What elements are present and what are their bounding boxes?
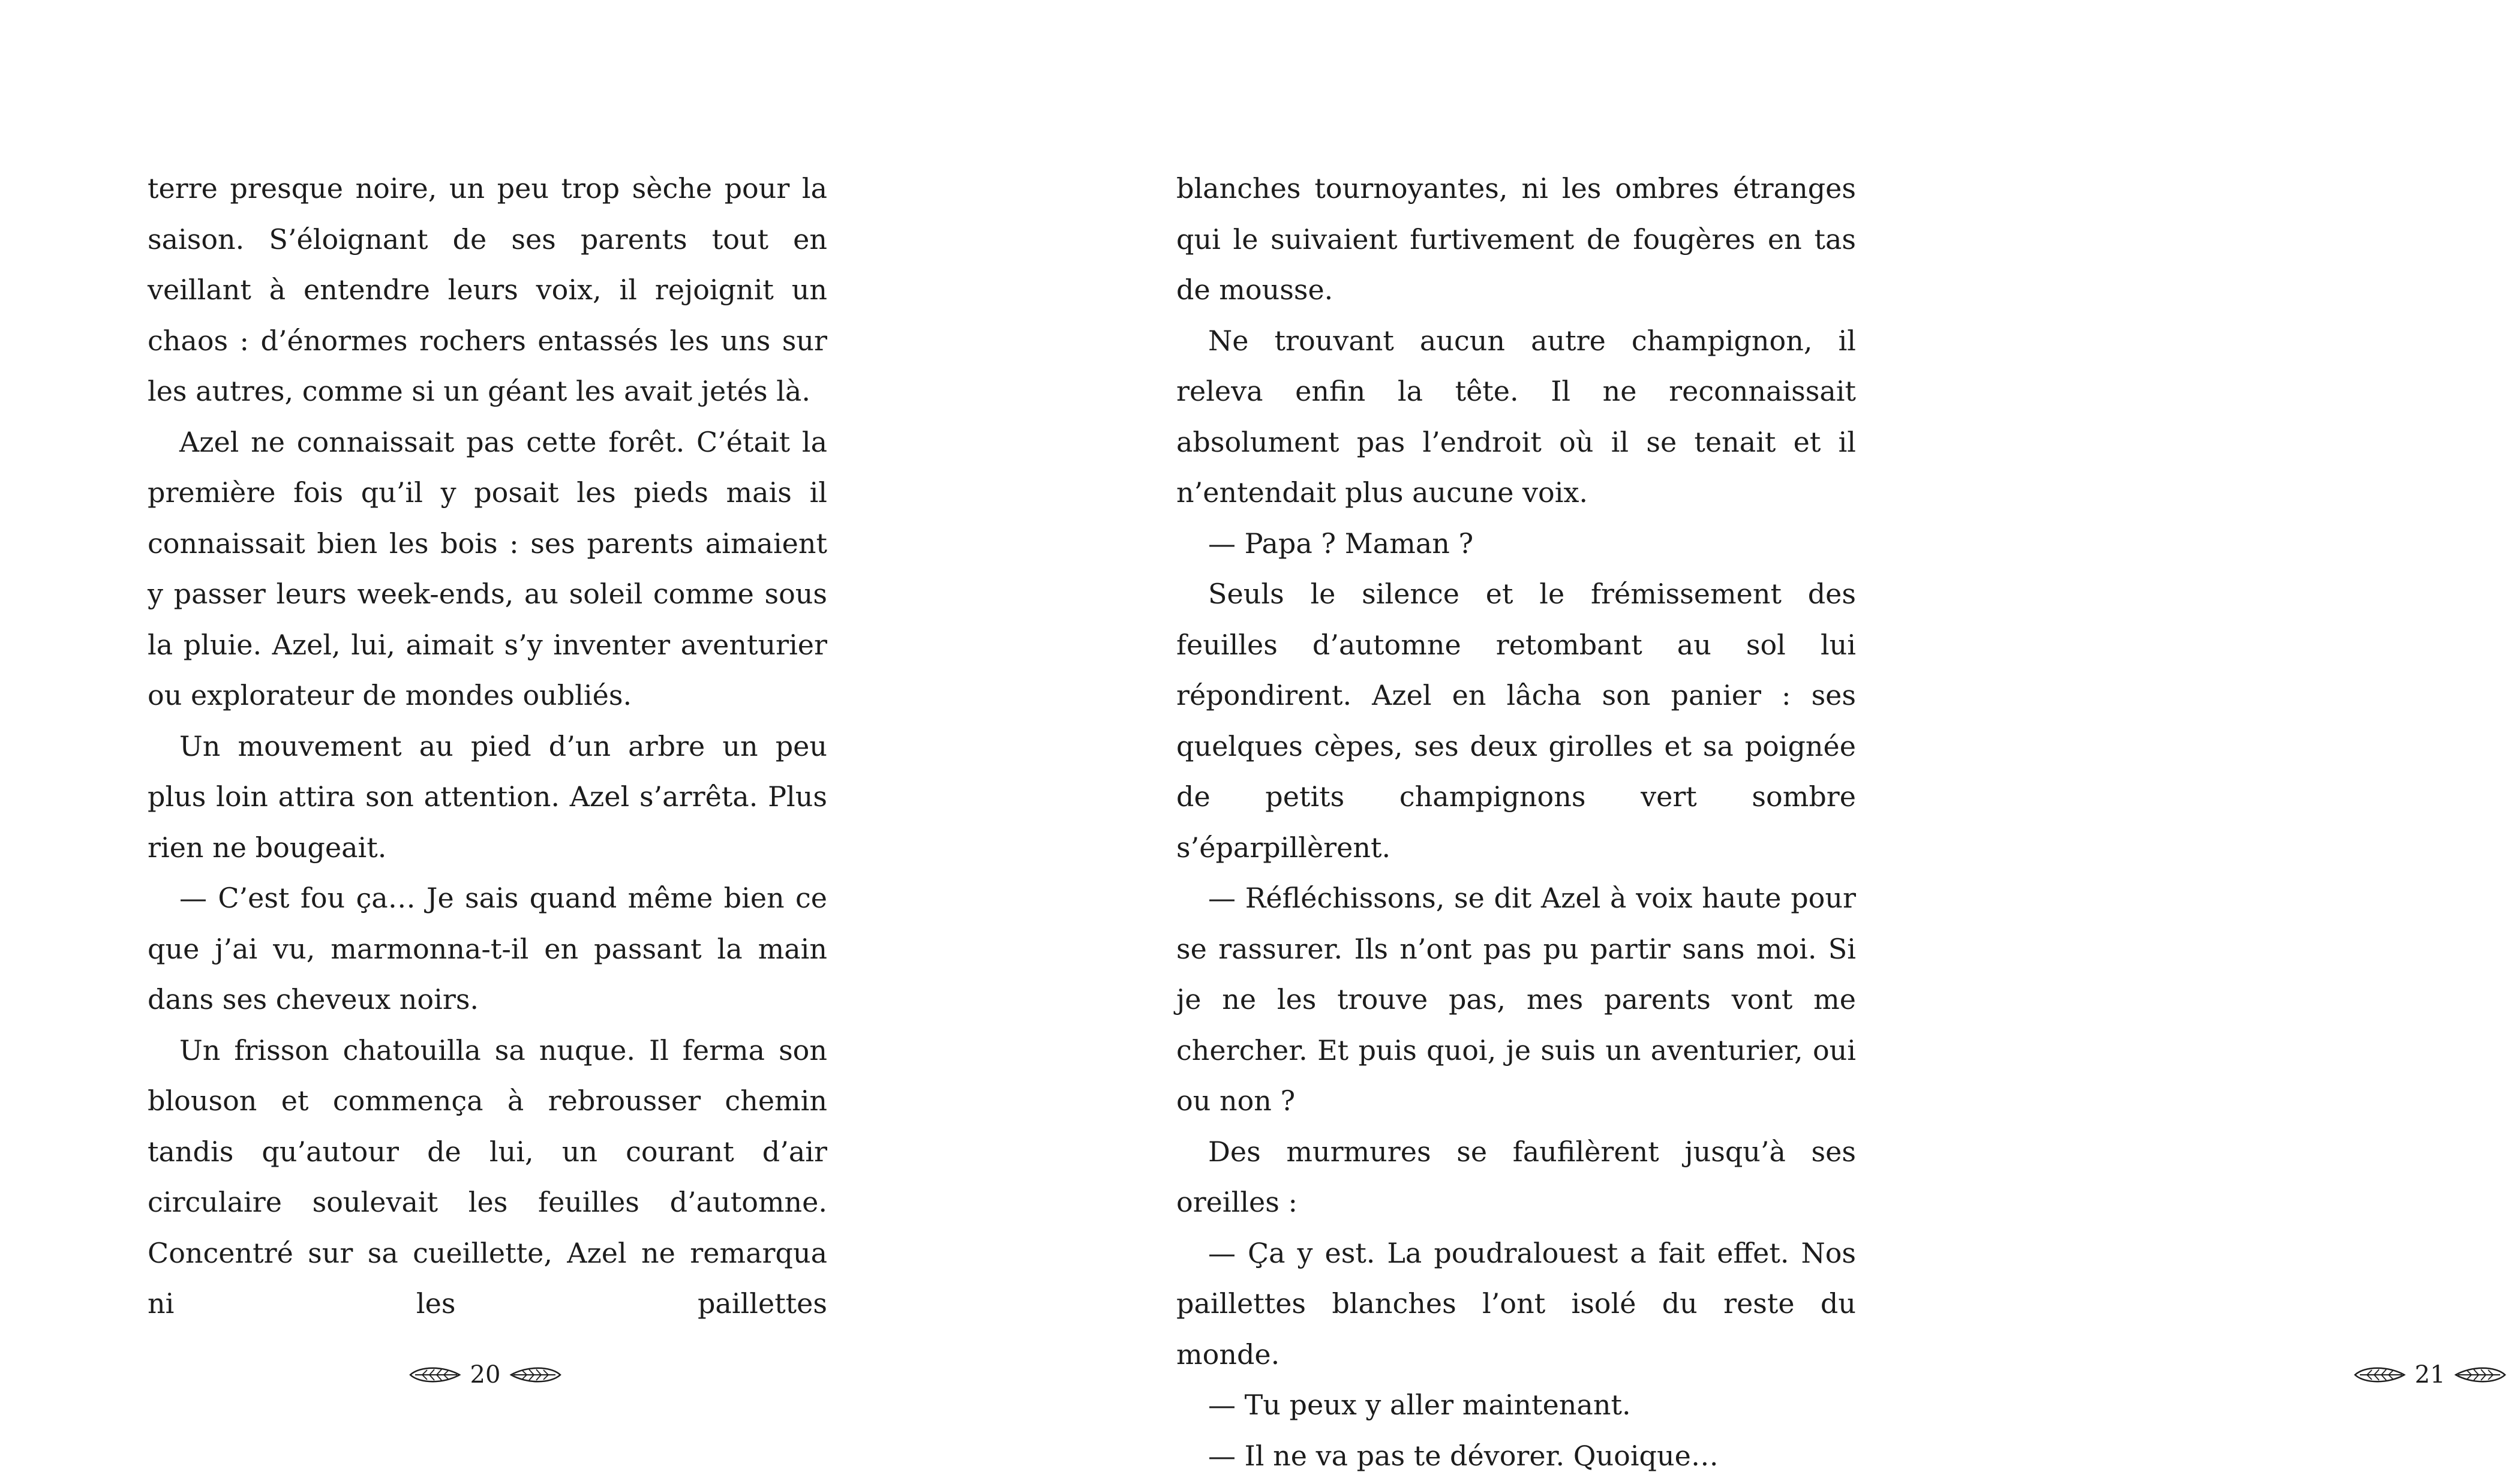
page-number: 20: [470, 1357, 501, 1393]
paragraph: — Ça y est. La poudralouest a fait effet. Nos paillettes blanches l’ont isolé du reste du monde.: [1176, 1228, 1856, 1380]
leaf-ornament-icon: [510, 1365, 561, 1385]
page-number-footer: [395, 1357, 575, 1393]
paragraph: — C’est fou ça… Je sais quand même bien ce que j’ai vu, marmonna-t-il en passant la main dans ses cheveux noirs.: [148, 873, 827, 1025]
paragraph: — Réfléchissons, se dit Azel à voix haute pour se rassurer. Ils n’ont pas pu partir sans moi. Si je ne les trouve pas, mes parents vont me chercher. Et puis quoi, je suis un aventurier, oui ou non ?: [1176, 873, 1856, 1126]
paragraph: — Tu peux y aller maintenant.: [1176, 1380, 1856, 1431]
leaf-ornament-icon: [2455, 1365, 2506, 1385]
right-page-text: [1176, 163, 1856, 1481]
paragraph: terre presque noire, un peu trop sèche pour la saison. S’éloignant de ses parents tout en veillant à entendre leurs voix, il rejoignit un chaos : d’énormes rochers entassés les uns sur les autres, comme si un géant les avait jetés là.: [148, 163, 827, 417]
paragraph: Un frisson chatouilla sa nuque. Il ferma son blouson et commença à rebrousser chemin tandis qu’autour de lui, un courant d’air circulaire soulevait les feuilles d’automne. Concentré sur sa cueillette, Azel ne remarqua ni les paillettes: [148, 1025, 827, 1329]
leaf-ornament-icon: [409, 1365, 461, 1385]
paragraph: Des murmures se faufilèrent jusqu’à ses oreilles :: [1176, 1126, 1856, 1228]
paragraph: Ne trouvant aucun autre champignon, il releva enfin la tête. Il ne reconnaissait absolument pas l’endroit où il se tenait et il n’entendait plus aucune voix.: [1176, 316, 1856, 518]
page-number-footer: [2340, 1357, 2520, 1393]
paragraph: blanches tournoyantes, ni les ombres étranges qui le suivaient furtivement de fougères en tas de mousse.: [1176, 163, 1856, 316]
paragraph: Un mouvement au pied d’un arbre un peu plus loin attira son attention. Azel s’arrêta. Plus rien ne bougeait.: [148, 721, 827, 873]
paragraph: — Papa ? Maman ?: [1176, 518, 1856, 569]
left-page-text: [148, 163, 827, 1329]
paragraph: Azel ne connaissait pas cette forêt. C’était la première fois qu’il y posait les pieds mais il connaissait bien les bois : ses parents aimaient y passer leurs week-ends, au soleil comme sous la pluie. Azel, lui, aimait s’y inventer aventurier ou explorateur de mondes oubliés.: [148, 417, 827, 721]
right-page: [992, 0, 1984, 1452]
leaf-ornament-icon: [2354, 1365, 2405, 1385]
paragraph: Seuls le silence et le frémissement des feuilles d’automne retombant au sol lui répondirent. Azel en lâcha son panier : ses quelques cèpes, ses deux girolles et sa poignée de petits champignons vert sombre s’éparpillèrent.: [1176, 569, 1856, 873]
paragraph: — Il ne va pas te dévorer. Quoique…: [1176, 1431, 1856, 1481]
page-number: 21: [2415, 1357, 2446, 1393]
left-page: [0, 0, 992, 1452]
